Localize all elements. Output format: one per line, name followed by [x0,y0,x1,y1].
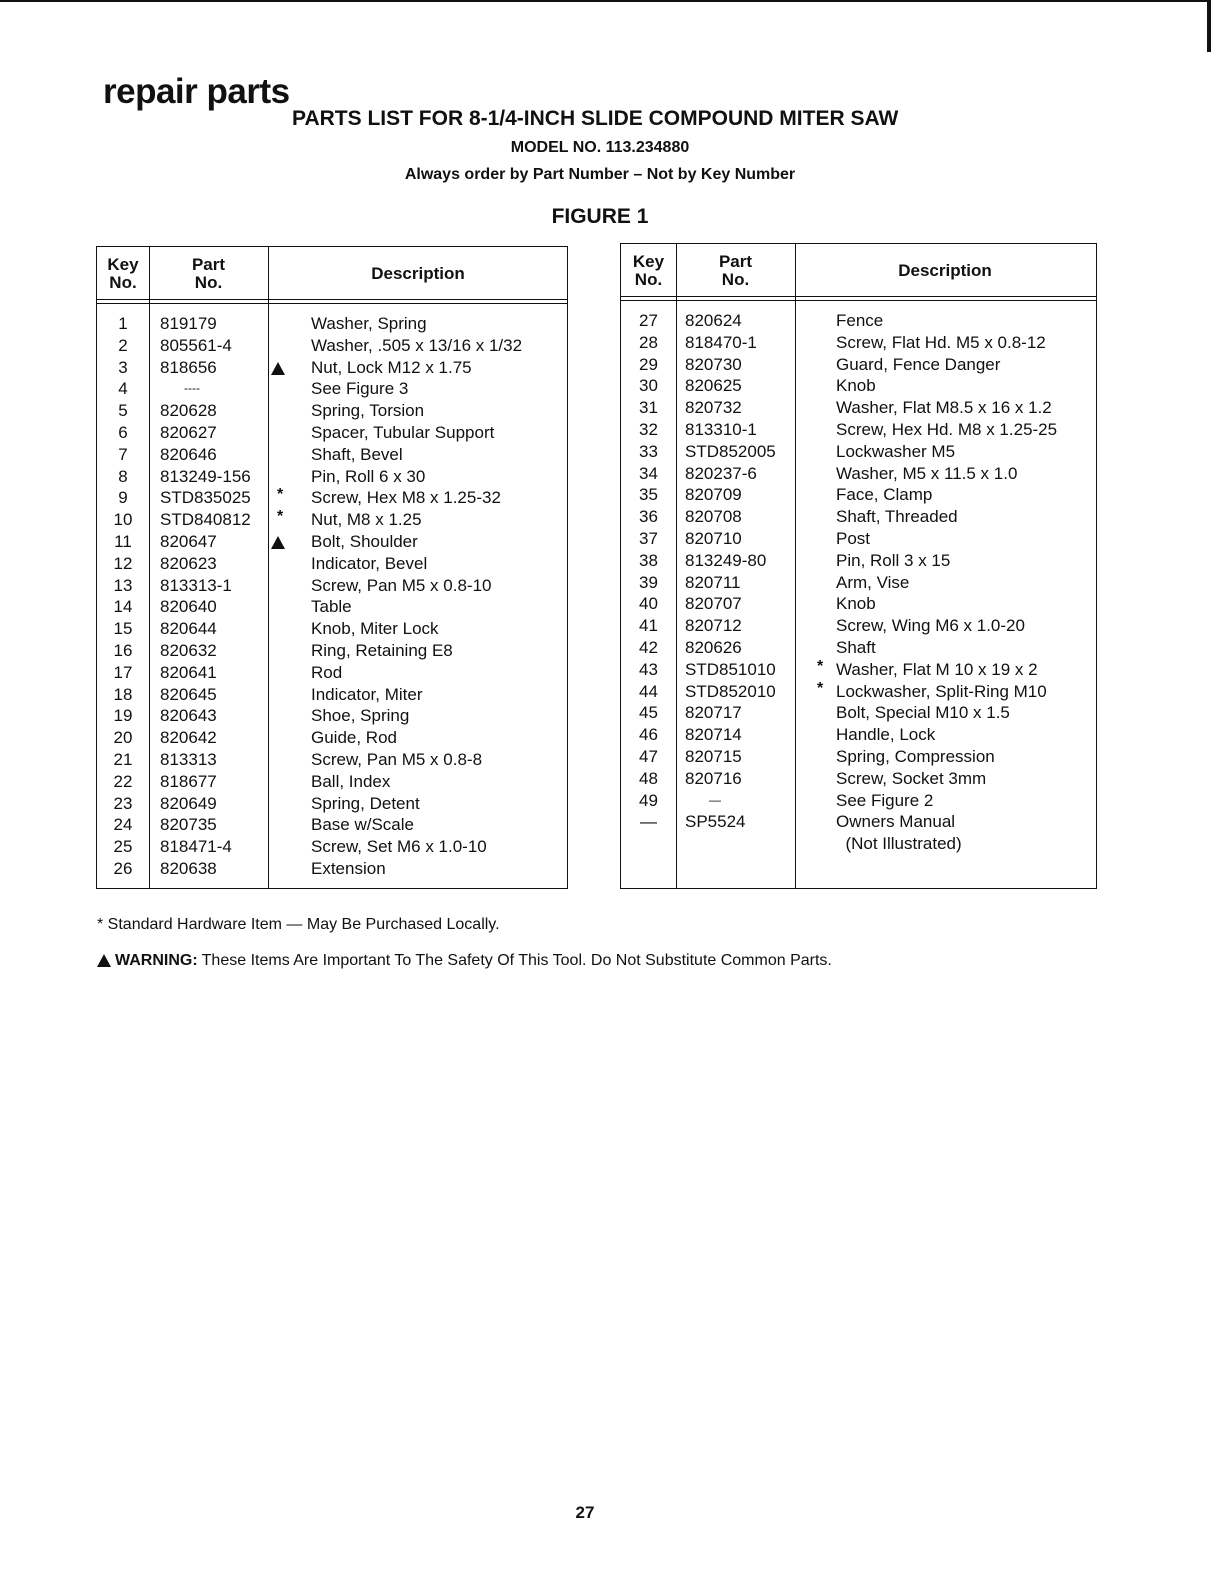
page-number: 27 [575,1503,595,1522]
part-number: 818677 [160,771,217,791]
table-row [97,444,567,466]
key-number: 37 [639,528,658,548]
part-description: Arm, Vise [836,572,910,592]
key-number: 34 [639,463,658,483]
part-description: Screw, Wing M6 x 1.0-20 [836,616,1025,636]
part-number: 820641 [160,662,217,682]
key-number: 11 [114,531,132,551]
key-number: 24 [113,815,133,835]
part-description: Extension [311,858,386,878]
part-number: 820709 [685,485,742,505]
table-row [621,310,1096,332]
part-description: Screw, Socket 3mm [836,768,987,788]
part-description: See Figure 2 [836,790,934,810]
page-edge-mark [1207,0,1211,52]
key-number: 7 [118,444,128,464]
part-number: 820645 [160,684,217,704]
key-number: 2 [118,335,128,355]
key-number: 25 [113,837,133,857]
table-row [621,572,1096,594]
header-part-no: No. [721,270,750,289]
part-description: Shaft, Bevel [311,444,403,464]
key-number: 32 [639,419,658,439]
part-number: ---- [184,381,200,396]
warning-note [97,952,832,970]
table-row [97,400,567,422]
part-number: 820735 [160,815,217,835]
table-row [621,833,1096,855]
part-number: 820714 [685,725,742,745]
part-number: STD835025 [160,488,251,508]
key-number: 33 [639,441,658,461]
part-number: 820644 [160,619,217,639]
part-description: Ball, Index [311,771,391,791]
table-row [97,858,567,880]
table-row [621,681,1096,703]
table-row [97,705,567,727]
key-number: 16 [113,640,133,660]
parts-table-left [96,246,568,889]
key-number: 29 [639,354,658,374]
table-row [621,484,1096,506]
key-number: 47 [639,746,658,766]
table-row [621,724,1096,746]
table-row [621,528,1096,550]
part-number: STD851010 [685,659,776,679]
table-row [97,749,567,771]
table-row [97,662,567,684]
part-number: STD852005 [685,441,776,461]
table-row [97,596,567,618]
part-description: Washer, Flat M 10 x 19 x 2 [836,659,1038,679]
part-number: 820624 [685,311,742,330]
part-description: Guide, Rod [311,728,397,748]
table-row [621,506,1096,528]
table-row [97,487,567,509]
key-number: 26 [113,858,133,878]
key-number: 40 [639,594,658,614]
part-number: STD840812 [160,510,251,530]
table-row [621,593,1096,615]
key-number: 13 [113,575,133,595]
part-number: 820638 [160,858,217,878]
table-row [97,553,567,575]
part-description: Screw, Pan M5 x 0.8-10 [311,575,492,595]
header-part: Part [191,255,226,274]
table-row [97,684,567,706]
table-row [621,441,1096,463]
part-number: 820716 [685,768,742,788]
table-row [621,659,1096,681]
table-row [97,793,567,815]
table-row [97,313,567,335]
key-number: 30 [639,376,658,396]
figure-label: FIGURE 1 [551,205,649,228]
part-number: 820708 [685,507,742,527]
part-description: Bolt, Shoulder [311,531,418,551]
part-number: 820623 [160,553,217,573]
table-row [97,771,567,793]
table-row [621,615,1096,637]
key-number: 43 [639,659,658,679]
part-number: 820646 [160,444,217,464]
key-number: 1 [118,314,128,333]
header-part: Part [718,252,753,271]
part-number: 820715 [685,746,742,766]
part-number: 820649 [160,793,217,813]
part-number: — [709,792,721,807]
key-number: 27 [639,311,658,330]
key-number: 15 [113,619,133,639]
part-number: 820730 [685,354,742,374]
part-description: Base w/Scale [311,815,414,835]
part-description: Bolt, Special M10 x 1.5 [836,703,1010,723]
part-description: Spring, Torsion [311,401,425,421]
standard-hardware-mark: * [277,508,284,526]
part-description: Washer, Spring [311,314,427,333]
key-number: 36 [639,507,658,527]
part-number: 820627 [160,422,217,442]
key-number: 38 [639,550,658,570]
part-description: Screw, Hex Hd. M8 x 1.25-25 [836,419,1058,439]
standard-hardware-mark: * [817,679,824,697]
key-number: — [640,812,657,832]
table-row [621,419,1096,441]
part-description: Screw, Pan M5 x 0.8-8 [311,749,483,769]
top-rule [0,0,1210,2]
part-description: Lockwasher M5 [836,441,956,461]
table-row [97,335,567,357]
part-description: Knob [836,594,876,614]
key-number: 49 [639,790,658,810]
table-row [621,702,1096,724]
part-description: Spring, Compression [836,746,995,766]
table-row [621,790,1096,812]
part-description: Washer, .505 x 13/16 x 1/32 [311,335,523,355]
header-key-no: No. [109,273,137,292]
key-number: 3 [118,357,128,377]
part-description: Nut, M8 x 1.25 [311,510,422,530]
key-number: 46 [639,725,658,745]
part-number: 820712 [685,616,742,636]
key-number: 42 [639,637,658,657]
key-number: 44 [639,681,658,701]
key-number: 12 [113,553,133,573]
table-row [97,836,567,858]
part-number: 818656 [160,357,217,377]
warning-text: These Items Are Important To The Safety Of This Tool. Do Not Substitute Common Parts. [201,952,832,969]
part-number: 818470-1 [685,332,757,352]
part-description: See Figure 3 [311,379,409,399]
part-number: 820625 [685,376,742,396]
table-row [621,637,1096,659]
key-number: 8 [118,466,128,486]
warning-label: WARNING: [115,952,198,969]
table-row [97,814,567,836]
part-description: Screw, Set M6 x 1.0-10 [311,837,487,857]
key-number: 20 [113,728,133,748]
part-description: Handle, Lock [836,725,936,745]
part-description: Shaft [836,637,876,657]
part-number: SP5524 [685,812,746,832]
table-row [621,768,1096,790]
part-number: 820711 [685,572,741,592]
table-row [97,509,567,531]
table-row [97,531,567,553]
table-row [97,618,567,640]
part-number: 820626 [685,637,742,657]
key-number: 39 [639,572,658,592]
part-description: Shaft, Threaded [836,507,958,527]
part-description: Post [836,528,871,548]
part-description: Shoe, Spring [311,706,410,726]
part-number: 820732 [685,398,742,418]
part-number: 820647 [160,531,217,551]
model-number: MODEL NO. 113.234880 [510,139,690,156]
parts-list-subtitle: PARTS LIST FOR 8-1/4-INCH SLIDE COMPOUND MITER SAW [292,107,899,130]
standard-hardware-mark: * [277,486,284,504]
part-number: 820237-6 [685,463,757,483]
part-number: 813310-1 [685,419,757,439]
part-description: Face, Clamp [836,485,933,505]
header-description: Description [898,261,992,280]
header-key: Key [107,255,139,274]
part-number: STD852010 [685,681,776,701]
part-number: 805561-4 [160,335,232,355]
warning-icon [97,954,111,967]
part-description: Spacer, Tubular Support [311,422,495,442]
part-number: 820717 [685,703,742,723]
part-number: 820628 [160,401,217,421]
key-number: 41 [639,616,658,636]
key-number: 31 [639,398,658,418]
table-row [97,357,567,379]
key-number: 18 [113,684,133,704]
part-number: 813249-80 [685,550,767,570]
table-row [621,463,1096,485]
part-description: Owners Manual [836,812,956,832]
part-description: Fence [836,311,884,330]
part-number: 820707 [685,594,742,614]
parts-rows-left [97,313,567,880]
part-description: Screw, Flat Hd. M5 x 0.8-12 [836,332,1046,352]
part-description: Pin, Roll 3 x 15 [836,550,951,570]
key-number: 9 [118,488,128,508]
part-description: Table [311,597,352,617]
part-number: 818471-4 [160,837,232,857]
header-key: Key [632,252,665,271]
table-row [621,332,1096,354]
parts-table-right [620,243,1097,889]
warning-icon [271,362,285,375]
part-description: Knob [836,376,876,396]
part-description: Ring, Retaining E8 [311,640,453,660]
part-number: 820643 [160,706,217,726]
key-number: 28 [639,332,658,352]
part-description: Indicator, Bevel [311,553,428,573]
footnote: * Standard Hardware Item — May Be Purchased Locally. [97,916,500,933]
key-number: 6 [118,422,128,442]
table-row [97,575,567,597]
key-number: 10 [113,510,133,530]
part-description: Pin, Roll 6 x 30 [311,466,426,486]
page-title: repair parts [103,72,290,111]
table-row [97,727,567,749]
part-description: Rod [311,662,343,682]
warning-icon [271,536,285,549]
part-number: 819179 [160,314,217,333]
part-description: Guard, Fence Danger [836,354,1001,374]
part-number: 813313 [160,749,217,769]
key-number: 17 [113,662,133,682]
table-row [621,550,1096,572]
key-number: 45 [639,703,658,723]
part-description: Knob, Miter Lock [311,619,439,639]
part-description: Screw, Hex M8 x 1.25-32 [311,488,501,508]
standard-hardware-mark: * [817,657,824,675]
header-key-no: No. [634,270,663,289]
key-number: 22 [113,771,133,791]
table-row [97,466,567,488]
part-description: Lockwasher, Split-Ring M10 [836,681,1047,701]
part-number: 820710 [685,528,742,548]
part-number: 820642 [160,728,217,748]
key-number: 23 [113,793,133,813]
key-number: 48 [639,768,658,788]
order-note: Always order by Part Number – Not by Key Number [404,166,796,183]
part-number: 813313-1 [160,575,232,595]
key-number: 35 [639,485,658,505]
part-description: Washer, M5 x 11.5 x 1.0 [836,463,1018,483]
part-description: (Not Illustrated) [836,834,962,854]
key-number: 14 [113,597,133,617]
table-row [97,378,567,400]
table-row [621,397,1096,419]
table-row [97,640,567,662]
part-description: Spring, Detent [311,793,420,813]
key-number: 5 [118,401,128,421]
key-number: 21 [113,749,133,769]
part-number: 820632 [160,640,217,660]
part-description: Washer, Flat M8.5 x 16 x 1.2 [836,398,1052,418]
header-part-no: No. [194,273,223,292]
key-number: 19 [113,706,133,726]
table-row [621,811,1096,833]
table-row [97,422,567,444]
part-description: Indicator, Miter [311,684,423,704]
part-number: 820640 [160,597,217,617]
header-description: Description [371,264,465,283]
part-number: 813249-156 [160,466,251,486]
part-description: Nut, Lock M12 x 1.75 [311,357,472,377]
table-row [621,746,1096,768]
table-row [621,375,1096,397]
table-row [621,354,1096,376]
parts-rows-right [621,310,1096,855]
key-number: 4 [118,379,128,399]
